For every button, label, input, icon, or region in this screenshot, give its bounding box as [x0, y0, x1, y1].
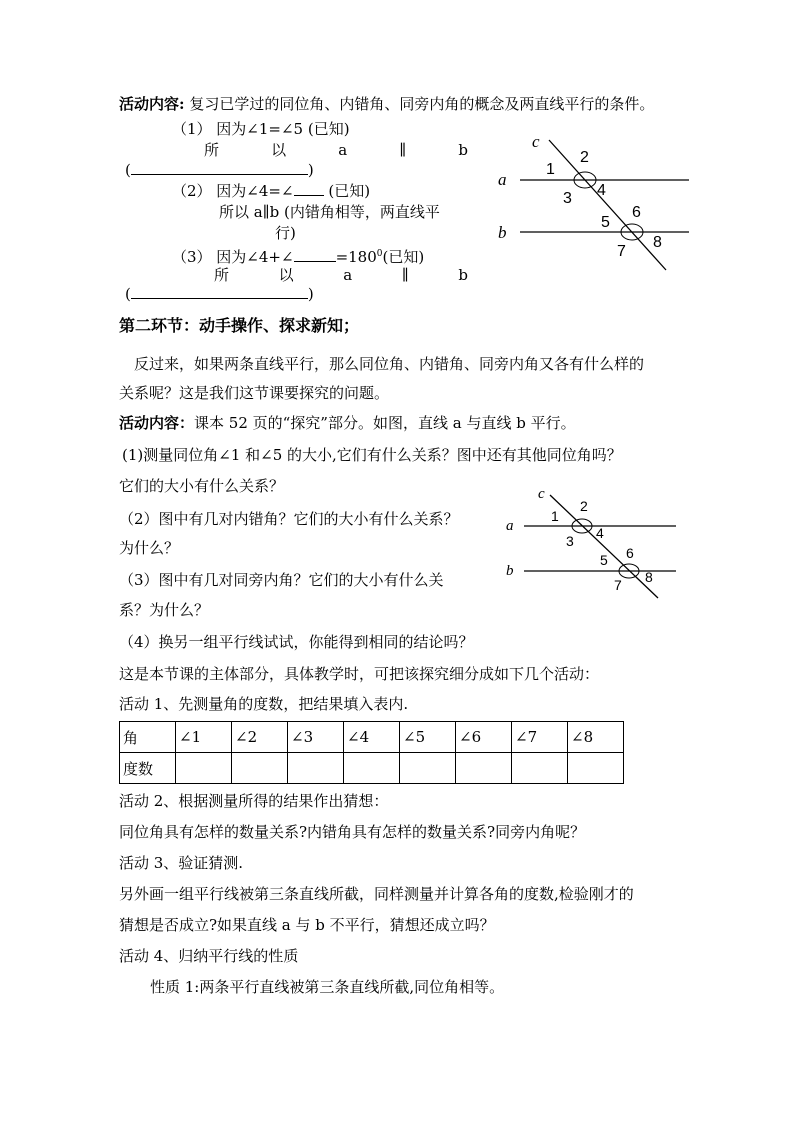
item2-row	[172, 181, 370, 201]
table-cell-input[interactable]	[456, 753, 512, 784]
content-label: 活动内容：	[119, 414, 195, 432]
angle-4-label: 4	[596, 525, 604, 541]
question-1-line1: (1)测量同位角∠1 和∠5 的大小,它们有什么关系？图中还有其他同位角吗？	[122, 446, 622, 464]
table-header-cell: ∠2	[232, 722, 288, 753]
section2-heading: 第二环节：动手操作、探求新知；	[119, 316, 360, 335]
activity-3-line2: 猜想是否成立?如果直线 a 与 b 不平行，猜想还成立吗？	[119, 916, 495, 934]
review-label: 活动内容:	[119, 95, 185, 113]
item3-so-0: 所	[214, 266, 230, 284]
item3-suffix: (已知)	[382, 248, 425, 266]
item1-so-row	[204, 140, 468, 160]
angle-measure-table	[119, 721, 624, 784]
activity-4: 活动 4、归纳平行线的性质	[119, 947, 299, 965]
item3-so-2: a	[343, 266, 353, 284]
table-cell-input[interactable]	[344, 753, 400, 784]
table-row	[120, 753, 624, 784]
review-line	[119, 94, 654, 114]
table-row	[120, 722, 624, 753]
angle-5-label: 5	[601, 214, 610, 231]
item1-so-1: 以	[271, 141, 287, 159]
table-header-cell: ∠7	[512, 722, 568, 753]
item1-answer-row	[125, 160, 314, 180]
item3-so-row	[214, 265, 468, 285]
item3-open: (	[125, 285, 131, 303]
angle-8-label: 8	[653, 234, 662, 251]
item1-open: (	[125, 161, 131, 179]
question-2-line2: 为什么？	[119, 539, 180, 557]
table-cell-input[interactable]	[568, 753, 624, 784]
activity-3: 活动 3、验证猜测.	[119, 854, 244, 872]
label-a: a	[506, 518, 514, 534]
label-c: c	[532, 132, 540, 151]
item3-sup: 0	[376, 249, 383, 259]
label-c: c	[538, 486, 545, 502]
angle-6-label: 6	[626, 545, 634, 561]
angle-4-label: 4	[597, 182, 606, 199]
label-b: b	[506, 563, 514, 579]
question-1-line2: 它们的大小有什么关系？	[119, 477, 285, 495]
item3-close: )	[307, 285, 314, 303]
activity-1: 活动 1、先测量角的度数，把结果填入表内.	[119, 695, 409, 713]
label-b: b	[498, 223, 507, 242]
table-header-cell: ∠8	[568, 722, 624, 753]
item3-eq: =180	[335, 248, 377, 266]
item3-prefix: （3） 因为∠4+∠	[172, 248, 294, 266]
item2-answer-blank[interactable]	[294, 181, 324, 196]
activity-2-question: 同位角具有怎样的数量关系?内错角具有怎样的数量关系?同旁内角呢？	[119, 823, 586, 841]
table-cell-input[interactable]	[288, 753, 344, 784]
angle-3-label: 3	[563, 190, 572, 207]
angle-7-label: 7	[617, 243, 626, 260]
property-1: 性质 1:两条平行直线被第三条直线所截,同位角相等。	[150, 978, 505, 996]
item1-answer-blank[interactable]	[131, 160, 308, 175]
item1-prefix: （1） 因为∠1=∠5 (已知)	[172, 120, 350, 138]
angle-2-label: 2	[580, 498, 588, 514]
parallel-lines-figure-2	[500, 486, 690, 606]
item1-close: )	[307, 161, 314, 179]
item2-prefix: （2） 因为∠4=∠	[172, 182, 294, 200]
angle-7-label: 7	[614, 577, 622, 593]
item3-answer-blank[interactable]	[294, 247, 336, 262]
table-header-cell: ∠5	[400, 722, 456, 753]
table-cell-input[interactable]	[400, 753, 456, 784]
table-cell-input[interactable]	[232, 753, 288, 784]
item3-so-4: b	[458, 266, 468, 284]
item2-line3: 行)	[275, 224, 296, 242]
question-2-line1: （2）图中有几对内错角？它们的大小有什么关系？	[119, 510, 459, 528]
angle-1-label: 1	[551, 508, 559, 524]
item3-so-3: ∥	[401, 266, 409, 284]
table-header-cell: ∠1	[176, 722, 232, 753]
item2-suffix: (已知)	[328, 182, 371, 200]
question-4: （4）换另一组平行线试试，你能得到相同的结论吗？	[119, 633, 474, 651]
angle-6-label: 6	[632, 204, 641, 221]
angle-1-label: 1	[546, 161, 555, 178]
table-header-cell: 角	[120, 722, 176, 753]
angle-5-label: 5	[600, 552, 608, 568]
content-line	[119, 413, 576, 433]
activity-2: 活动 2、根据测量所得的结果作出猜想：	[119, 792, 389, 810]
content-text: 课本 52 页的“探究”部分。如图，直线 a 与直线 b 平行。	[194, 414, 576, 432]
item1-so-2: a	[338, 141, 348, 159]
review-text: 复习已学过的同位角、内错角、同旁内角的概念及两直线平行的条件。	[189, 95, 655, 113]
item1-so-4: b	[458, 141, 468, 159]
item3-so-1: 以	[278, 266, 294, 284]
item1-so-0: 所	[204, 141, 220, 159]
question-3-line1: （3）图中有几对同旁内角？它们的大小有什么关	[119, 571, 444, 589]
item3-answer-row	[125, 284, 314, 304]
angle-2-label: 2	[580, 149, 589, 166]
section2-p1-line2: 关系呢？这是我们这节课要探究的问题。	[119, 384, 390, 402]
table-row-label: 度数	[120, 753, 176, 784]
table-header-cell: ∠3	[288, 722, 344, 753]
angle-8-label: 8	[645, 569, 653, 585]
question-3-line2: 系？为什么？	[119, 601, 210, 619]
item3-row	[172, 244, 424, 267]
label-a: a	[498, 170, 507, 189]
table-cell-input[interactable]	[512, 753, 568, 784]
item1-so-3: ∥	[399, 141, 407, 159]
section2-p1-line1: 反过来，如果两条直线平行，那么同位角、内错角、同旁内角又各有什么样的	[134, 355, 645, 373]
table-cell-input[interactable]	[176, 753, 232, 784]
activity-3-line1: 另外画一组平行线被第三条直线所截，同样测量并计算各角的度数,检验刚才的	[119, 885, 634, 903]
table-header-cell: ∠4	[344, 722, 400, 753]
item2-line2: 所以 a∥b (内错角相等，两直线平	[219, 203, 440, 221]
item3-answer-blank-2[interactable]	[131, 284, 308, 299]
angle-3-label: 3	[566, 533, 574, 549]
table-header-cell: ∠6	[456, 722, 512, 753]
parallel-lines-figure-1	[490, 132, 700, 272]
intro-text: 这是本节课的主体部分，具体教学时，可把该探究细分成如下几个活动：	[119, 665, 600, 683]
